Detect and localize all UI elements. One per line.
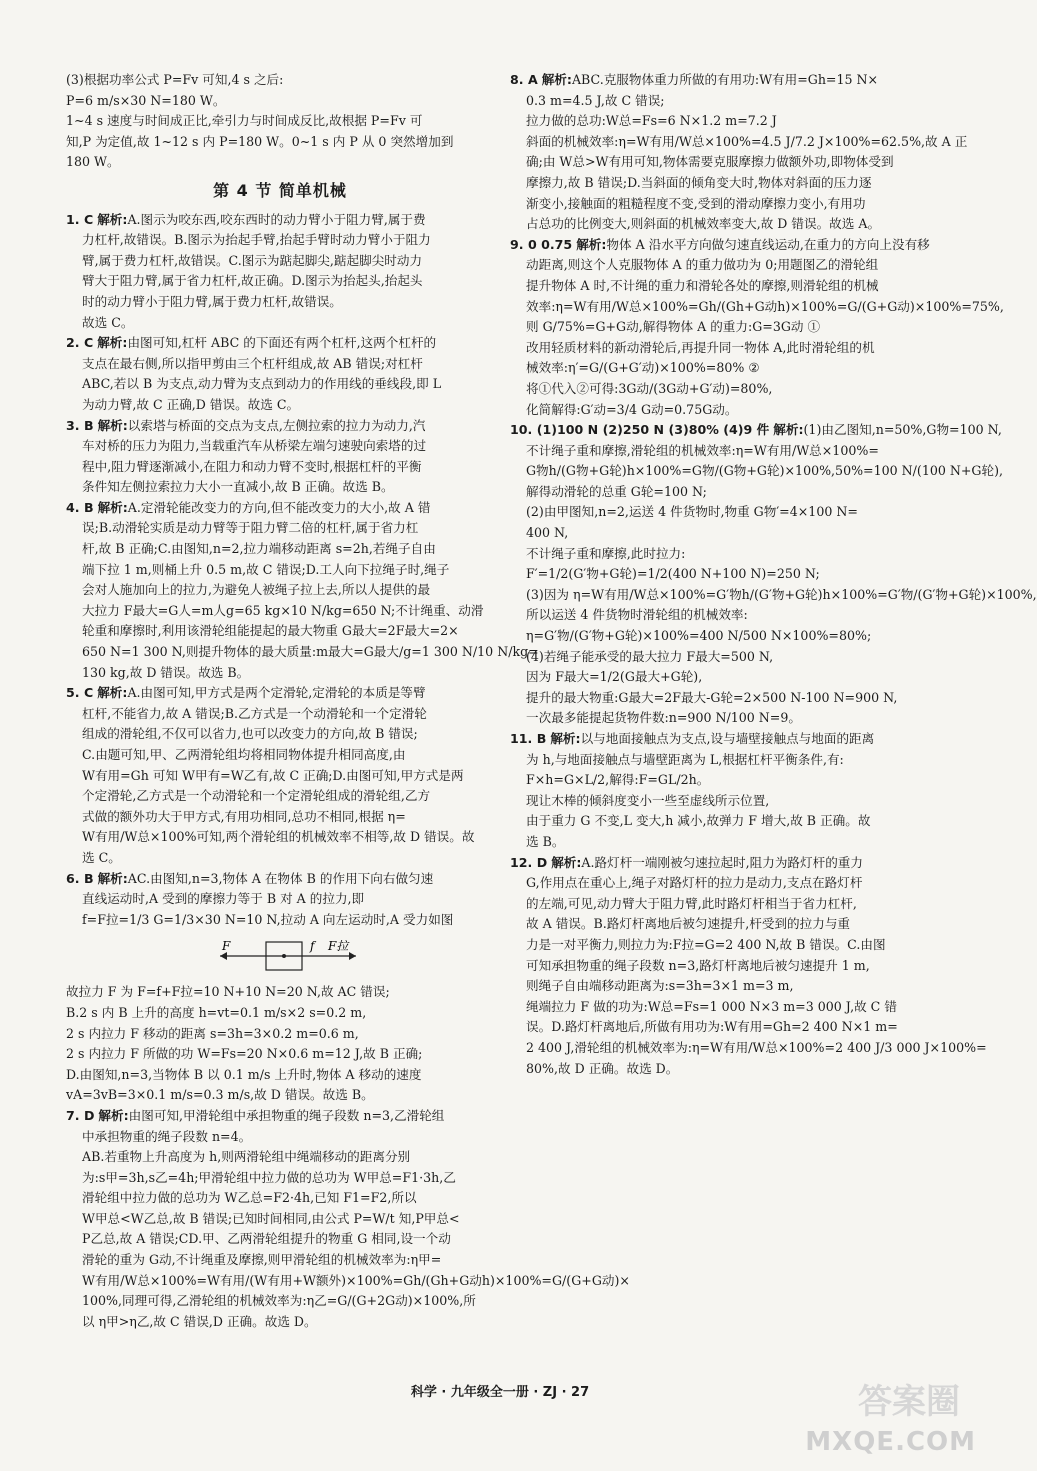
analysis-line: D.由图知,n=3,当物体 B 以 0.1 m/s 上升时,物体 A 移动的速度 — [66, 1066, 422, 1082]
right-questions — [510, 70, 1037, 1079]
intro-line: (3)根据功率公式 P=Fv 可知,4 s 之后: — [66, 72, 284, 87]
analysis-line: AB.若重物上升高度为 h,则两滑轮组中绳端移动的距离分别 — [82, 1149, 411, 1165]
question-first-line — [510, 70, 940, 91]
analysis-line: 现让木棒的倾斜度变小一些至虚线所示位置, — [526, 792, 770, 808]
analysis-line: 支点在最右侧,所以指甲剪由三个杠杆组成,故 AB 错误;对杠杆 — [82, 355, 423, 371]
question-q3 — [66, 416, 494, 498]
question-answer: 0 0.75 — [527, 236, 573, 252]
intro-block — [66, 70, 494, 173]
section-title: 第 4 节 简单机械 — [213, 180, 347, 200]
analysis-line: (2)由甲图知,n=2,运送 4 件货物时,物重 G物′=4×100 N= — [526, 504, 858, 520]
watermark-site: MXQE.COM — [805, 1427, 976, 1457]
force-diagram — [216, 936, 366, 976]
analysis-line: 滑轮的重为 G动,不计绳重及摩擦,则甲滑轮组的机械效率为:η甲= — [82, 1252, 442, 1268]
analysis-line: 2 s 内拉力 F 移动的距离 s=3h=3×0.2 m=0.6 m, — [66, 1025, 359, 1041]
question-answer: D — [536, 854, 548, 870]
analysis-line: 滑轮组中拉力做的总功为 W乙总=F2·4h,已知 F1=F2,所以 — [82, 1190, 417, 1206]
analysis-line: 斜面的机械效率:η=W有用/W总×100%=4.5 J/7.2 J×100%=62.5%,故 A 正 — [526, 133, 968, 149]
analysis-line: 械效率:η′=G/(G+G′动)×100%=80% ② — [526, 360, 760, 376]
analysis-line: 2 400 J,滑轮组的机械效率为:η=W有用/W总×100%=2 400 J/3 000 J×100%= — [526, 1039, 987, 1055]
analysis-line: 程中,阻力臂逐渐减小,在阻力和动力臂不变时,根据杠杆的平衡 — [82, 458, 422, 474]
question-number: 6. — [66, 870, 84, 886]
intro-line: 180 W。 — [66, 154, 120, 170]
analysis-line: 选 C。 — [82, 849, 121, 865]
question-number: 10. — [510, 422, 537, 438]
analysis-line: 解得动滑轮的总重 G轮=100 N; — [526, 483, 707, 499]
analysis-line: F×h=G×L/2,解得:F=GL/2h。 — [526, 772, 710, 788]
analysis-line: 为:s甲=3h,s乙=4h;甲滑轮组中拉力做的总功为 W甲总=F1·3h,乙 — [82, 1169, 456, 1185]
analysis-text: 以与地面接触点为支点,设与墙壁接触点与地面的距离 — [580, 731, 875, 746]
question-q4 — [66, 498, 539, 683]
question-number: 2. — [66, 335, 84, 351]
analysis-line: 中承担物重的绳子段数 n=4。 — [82, 1128, 252, 1144]
question-number: 12. — [510, 854, 537, 870]
question-answer: B — [83, 870, 94, 886]
question-answer: B — [536, 731, 547, 746]
analysis-line: 因为 F最大=1/2(G最大+G轮), — [526, 669, 703, 685]
question-first-line — [66, 1106, 494, 1127]
question-answer: C — [83, 335, 94, 351]
analysis-line: 故 A 错误。B.路灯杆离地后被匀速提升,杆受到的拉力与重 — [526, 916, 851, 932]
question-first-line — [510, 729, 940, 750]
analysis-line: 由于重力 G 不变,L 变大,h 减小,故弹力 F 增大,故 B 正确。故 — [526, 813, 871, 829]
analysis-line: 拉力做的总功:W总=Fs=6 N×1.2 m=7.2 J — [526, 113, 777, 129]
intro-line: P=6 m/s×30 N=180 W。 — [66, 92, 226, 108]
analysis-line: 以 η甲>η乙,故 C 错误,D 正确。故选 D。 — [82, 1313, 317, 1329]
question-first-line — [66, 416, 494, 437]
question-first-line — [510, 235, 940, 256]
analysis-line: W有用=Gh 可知 W甲有=W乙有,故 C 正确;D.由图可知,甲方式是两 — [82, 767, 464, 783]
analysis-line: 650 N=1 300 N,则提升物体的最大质量:m最大=G最大/g=1 300 N/10 N/kg= — [82, 644, 539, 660]
question-q11 — [510, 729, 940, 853]
analysis-tag: 解析: — [550, 731, 581, 746]
analysis-line: W有用/W总×100%=W有用/(W有用+W额外)×100%=Gh/(Gh+G动h)×100%=G/(G+G动)× — [82, 1272, 630, 1288]
analysis-line: 改用轻质材料的新动滑轮后,再提升同一物体 A,此时滑轮组的机 — [526, 339, 875, 355]
analysis-line: 误。D.路灯杆离地后,所做有用功为:W有用=Gh=2 400 N×1 m= — [526, 1019, 898, 1035]
analysis-line: vA=3vB=3×0.1 m/s=0.3 m/s,故 D 错误。故选 B。 — [66, 1087, 374, 1103]
analysis-line: F′=1/2(G′物+G轮)=1/2(400 N+100 N)=250 N; — [526, 566, 820, 582]
analysis-line: (3)因为 η=W有用/W总×100%=G′物h/(G′物+G轮)h×100%=G′物/(G′物+G轮)×100%, — [526, 586, 1037, 602]
analysis-line: 式做的额外功大于甲方式,有用功相同,总功不相同,根据 η= — [82, 808, 406, 824]
arrowhead-left — [220, 952, 227, 960]
analysis-line: 大拉力 F最大=G人=m人g=65 kg×10 N/kg=650 N;不计绳重、动滑 — [82, 602, 484, 618]
analysis-text: (1)由乙图知,n=50%,G物=100 N, — [803, 422, 1002, 438]
analysis-line: 所以运送 4 件货物时滑轮组的机械效率: — [526, 607, 748, 623]
analysis-line: 将①代入②可得:3G动/(3G动+G′动)=80%, — [526, 380, 773, 396]
analysis-line: 占总功的比例变大,则斜面的机械效率变大,故 D 错误。故选 A。 — [526, 216, 881, 232]
analysis-tag: 解析: — [541, 72, 572, 87]
analysis-line: 误;B.动滑轮实质是动力臂等于阻力臂二倍的杠杆,属于省力杠 — [82, 520, 419, 536]
analysis-line: W甲总<W乙总,故 B 错误;已知时间相同,由公式 P=W/t 知,P甲总< — [82, 1210, 460, 1226]
analysis-line: 提升的最大物重:G最大=2F最大-G轮=2×500 N-100 N=900 N, — [526, 689, 898, 705]
analysis-line: 为 h,与地面接触点与墙壁距离为 L,根据杠杆平衡条件,有: — [526, 751, 844, 767]
analysis-line: 力杠杆,故错误。B.图示为抬起手臂,抬起手臂时动力臂小于阻力 — [82, 232, 431, 248]
arrowhead-right — [349, 952, 356, 960]
question-answer: C — [83, 211, 94, 227]
analysis-tag: 解析: — [97, 685, 128, 701]
analysis-line: W有用/W总×100%可知,两个滑轮组的机械效率不相等,故 D 错误。故 — [82, 829, 475, 845]
analysis-line: (4)若绳子能承受的最大拉力 F最大=500 N, — [526, 648, 774, 664]
analysis-line: 可知承担物重的绳子段数 n=3,路灯杆离地后被匀速提升 1 m, — [526, 957, 870, 973]
analysis-line: 确;由 W总>W有用可知,物体需要克服摩擦力做额外功,即物体受到 — [526, 154, 894, 170]
analysis-tag: 解析: — [576, 236, 607, 252]
analysis-line: G,作用点在重心上,绳子对路灯杆的拉力是动力,支点在路灯杆 — [526, 875, 863, 891]
question-number: 1. — [66, 211, 84, 227]
analysis-line: G物h/(G物+G轮)h×100%=G物/(G物+G轮)×100%,50%=100 N/(100 N+G轮), — [526, 463, 1004, 479]
analysis-line: 选 B。 — [526, 833, 565, 849]
analysis-line: 臂大于阻力臂,属于省力杠杆,故正确。D.图示为抬起头,抬起头 — [82, 273, 423, 289]
analysis-tag: 解析: — [773, 422, 804, 438]
analysis-text: AC.由图知,n=3,物体 A 在物体 B 的作用下向右做匀速 — [127, 870, 434, 886]
question-first-line — [510, 420, 1002, 441]
analysis-line: 400 N, — [526, 525, 569, 541]
analysis-line: 动距离,则这个人克服物体 A 的重力做功为 0;用题图乙的滑轮组 — [526, 257, 879, 273]
analysis-line: 条件知左侧拉索拉力大小一直减小,故 B 正确。故选 B。 — [82, 479, 394, 495]
question-number: 3. — [66, 417, 84, 433]
question-q1 — [66, 210, 494, 334]
analysis-line: 一次最多能提起货物件数:n=900 N/100 N=9。 — [526, 710, 801, 726]
question-first-line — [510, 853, 940, 874]
analysis-line: 直线运动时,A 受到的摩擦力等于 B 对 A 的拉力,即 — [82, 891, 365, 907]
analysis-line: 轮重和摩擦时,利用该滑轮组能提起的最大物重 G最大=2F最大=2× — [82, 623, 459, 639]
label-fpull: F拉 — [328, 939, 349, 954]
intro-line: 知,P 为定值,故 1~12 s 内 P=180 W。0~1 s 内 P 从 0 突然增加到 — [66, 133, 454, 149]
analysis-text: A.路灯杆一端刚被匀速拉起时,阻力为路灯杆的重力 — [581, 854, 863, 870]
question-q10 — [510, 420, 1037, 729]
label-friction: f — [310, 939, 315, 954]
question-q2 — [66, 333, 494, 415]
question-answer: D — [83, 1107, 95, 1123]
analysis-line: 车对桥的压力为阻力,当载重汽车从桥梁左端匀速驶向索塔的过 — [82, 438, 427, 454]
analysis-tag: 解析: — [97, 499, 128, 515]
analysis-line: 会对人施加向上的拉力,为避免人被绳子拉上去,所以人提供的最 — [82, 582, 431, 598]
analysis-text: A.由图可知,甲方式是两个定滑轮,定滑轮的本质是等臂 — [127, 685, 426, 701]
analysis-line: 不计绳子重和摩擦,此时拉力: — [526, 545, 686, 561]
analysis-line: 0.3 m=4.5 J,故 C 错误; — [526, 92, 665, 108]
question-first-line — [66, 210, 494, 231]
analysis-line: 故选 C。 — [82, 314, 134, 330]
question-number: 4. — [66, 499, 84, 515]
question-number: 11. — [510, 731, 537, 746]
analysis-line: P乙总,故 A 错误;CD.甲、乙两滑轮组提升的物重 G 相同,设一个动 — [82, 1231, 451, 1247]
watermark-logo: 答案圈 — [858, 1382, 960, 1422]
question-number: 5. — [66, 685, 84, 701]
analysis-tag: 解析: — [97, 417, 128, 433]
analysis-line: 则 G/75%=G+G动,解得物体 A 的重力:G=3G动 ① — [526, 319, 821, 335]
label-f: F — [222, 939, 231, 954]
analysis-line: 力是一对平衡力,则拉力为:F拉=G=2 400 N,故 B 错误。C.由图 — [526, 936, 886, 952]
analysis-line: 时的动力臂小于阻力臂,属于费力杠杆,故错误。 — [82, 293, 342, 309]
analysis-line: 的左端,可见,动力臂大于阻力臂,此时路灯杆相当于省力杠杆, — [526, 895, 857, 911]
analysis-tag: 解析: — [97, 211, 128, 227]
question-q5 — [66, 683, 494, 868]
analysis-line: C.由题可知,甲、乙两滑轮组均将相同物体提升相同高度,由 — [82, 747, 406, 762]
analysis-line: 摩擦力,故 B 错误;D.当斜面的倾角变大时,物体对斜面的压力逐 — [526, 174, 872, 190]
question-number: 7. — [66, 1107, 84, 1123]
analysis-line: 80%,故 D 正确。故选 D。 — [526, 1060, 679, 1076]
analysis-line: f=F拉=1/3 G=1/3×30 N=10 N,拉动 A 向左运动时,A 受力如图 — [82, 911, 454, 927]
analysis-line: 100%,同理可得,乙滑轮组的机械效率为:η乙=G/(G+2G动)×100%,所 — [82, 1293, 476, 1309]
analysis-text: ABC.克服物体重力所做的有用功:W有用=Gh=15 N× — [571, 72, 879, 87]
analysis-line: 个定滑轮,乙方式是一个动滑轮和一个定滑轮组成的滑轮组,乙方 — [82, 788, 431, 804]
question-answer: A — [527, 72, 538, 87]
analysis-line: 臂,属于费力杠杆,故错误。C.图示为踮起脚尖,踮起脚尖时动力 — [82, 252, 423, 268]
question-first-line — [66, 869, 494, 890]
question-answer: C — [83, 685, 94, 701]
analysis-line: B.2 s 内 B 上升的高度 h=vt=0.1 m/s×2 s=0.2 m, — [66, 1004, 367, 1020]
analysis-line: 故拉力 F 为 F=f+F拉=10 N+10 N=20 N,故 AC 错误; — [66, 984, 390, 1000]
analysis-line: 端下拉 1 m,则桶上升 0.5 m,故 C 错误;D.工人向下拉绳子时,绳子 — [82, 561, 450, 577]
question-q12 — [510, 853, 987, 1080]
analysis-tag: 解析: — [98, 1107, 129, 1123]
analysis-tag: 解析: — [551, 854, 582, 870]
question-answer: B — [83, 417, 94, 433]
question-number: 9. — [510, 236, 528, 252]
question-first-line — [66, 683, 494, 704]
analysis-line: 不计绳子重和摩擦,滑轮组的机械效率:η=W有用/W总×100%= — [526, 442, 879, 458]
analysis-line: 杠杆,不能省力,故 A 错误;B.乙方式是一个动滑轮和一个定滑轮 — [82, 705, 427, 721]
analysis-line: η=G′物/(G′物+G轮)×100%=400 N/500 N×100%=80%; — [526, 628, 872, 644]
question-first-line — [66, 333, 494, 354]
intro-line: 1~4 s 速度与时间成正比,牵引力与时间成反比,故根据 P=Fv 可 — [66, 113, 423, 129]
question-first-line — [66, 498, 494, 519]
question-answer: (1)100 N (2)250 N (3)80% (4)9 件 — [536, 422, 770, 438]
question-q8 — [510, 70, 968, 235]
analysis-line: 提升物体 A 时,不计绳的重力和滑轮各处的摩擦,则滑轮组的机械 — [526, 277, 879, 293]
analysis-text: 由图可知,甲滑轮组中承担物重的绳子段数 n=3,乙滑轮组 — [128, 1107, 445, 1123]
analysis-line: 组成的滑轮组,不仅可以省力,也可以改变力的方向,故 B 错误; — [82, 726, 418, 742]
analysis-line: 为动力臂,故 C 正确,D 错误。故选 C。 — [82, 396, 300, 412]
analysis-line: 绳端拉力 F 做的功为:W总=Fs=1 000 N×3 m=3 000 J,故 C 错 — [526, 998, 897, 1014]
question-number: 8. — [510, 72, 528, 87]
analysis-line: ABC,若以 B 为支点,动力臂为支点到动力的作用线的垂线段,即 L — [82, 376, 442, 392]
analysis-text: A.定滑轮能改变力的方向,但不能改变力的大小,故 A 错 — [127, 499, 431, 515]
analysis-tag: 解析: — [97, 335, 128, 351]
analysis-tag: 解析: — [97, 870, 128, 886]
question-q7 — [66, 1106, 630, 1333]
question-q6 — [66, 869, 494, 1106]
analysis-line: 则绳子自由端移动距离为:s=3h=3×1 m=3 m, — [526, 978, 794, 994]
question-q9 — [510, 235, 1004, 420]
analysis-text: A.图示为咬东西,咬东西时的动力臂小于阻力臂,属于费 — [127, 211, 426, 227]
analysis-line: 渐变小,接触面的粗糙程度不变,受到的滑动摩擦力变小,有用功 — [526, 195, 866, 211]
question-answer: B — [83, 499, 94, 515]
analysis-text: 以索塔与桥面的交点为支点,左侧拉索的拉力为动力,汽 — [127, 417, 426, 433]
analysis-line: 130 kg,故 D 错误。故选 B。 — [82, 664, 250, 680]
right-column — [510, 70, 1037, 1079]
analysis-line: 杆,故 B 正确;C.由图知,n=2,拉力端移动距离 s=2h,若绳子自由 — [82, 541, 436, 557]
analysis-line: 2 s 内拉力 F 所做的功 W=Fs=20 N×0.6 m=12 J,故 B 正确; — [66, 1046, 423, 1062]
analysis-line: 效率:η=W有用/W总×100%=Gh/(Gh+G动h)×100%=G/(G+G动)×100%=75%, — [526, 298, 1004, 314]
analysis-text: 物体 A 沿水平方向做匀速直线运动,在重力的方向上没有移 — [606, 236, 930, 252]
analysis-text: 由图可知,杠杆 ABC 的下面还有两个杠杆,这两个杠杆的 — [127, 335, 437, 351]
page-footer: 科学 · 九年级全一册 · ZJ · 27 — [410, 1385, 590, 1400]
analysis-line: 化简解得:G′动=3/4 G动=0.75G动。 — [526, 401, 738, 417]
